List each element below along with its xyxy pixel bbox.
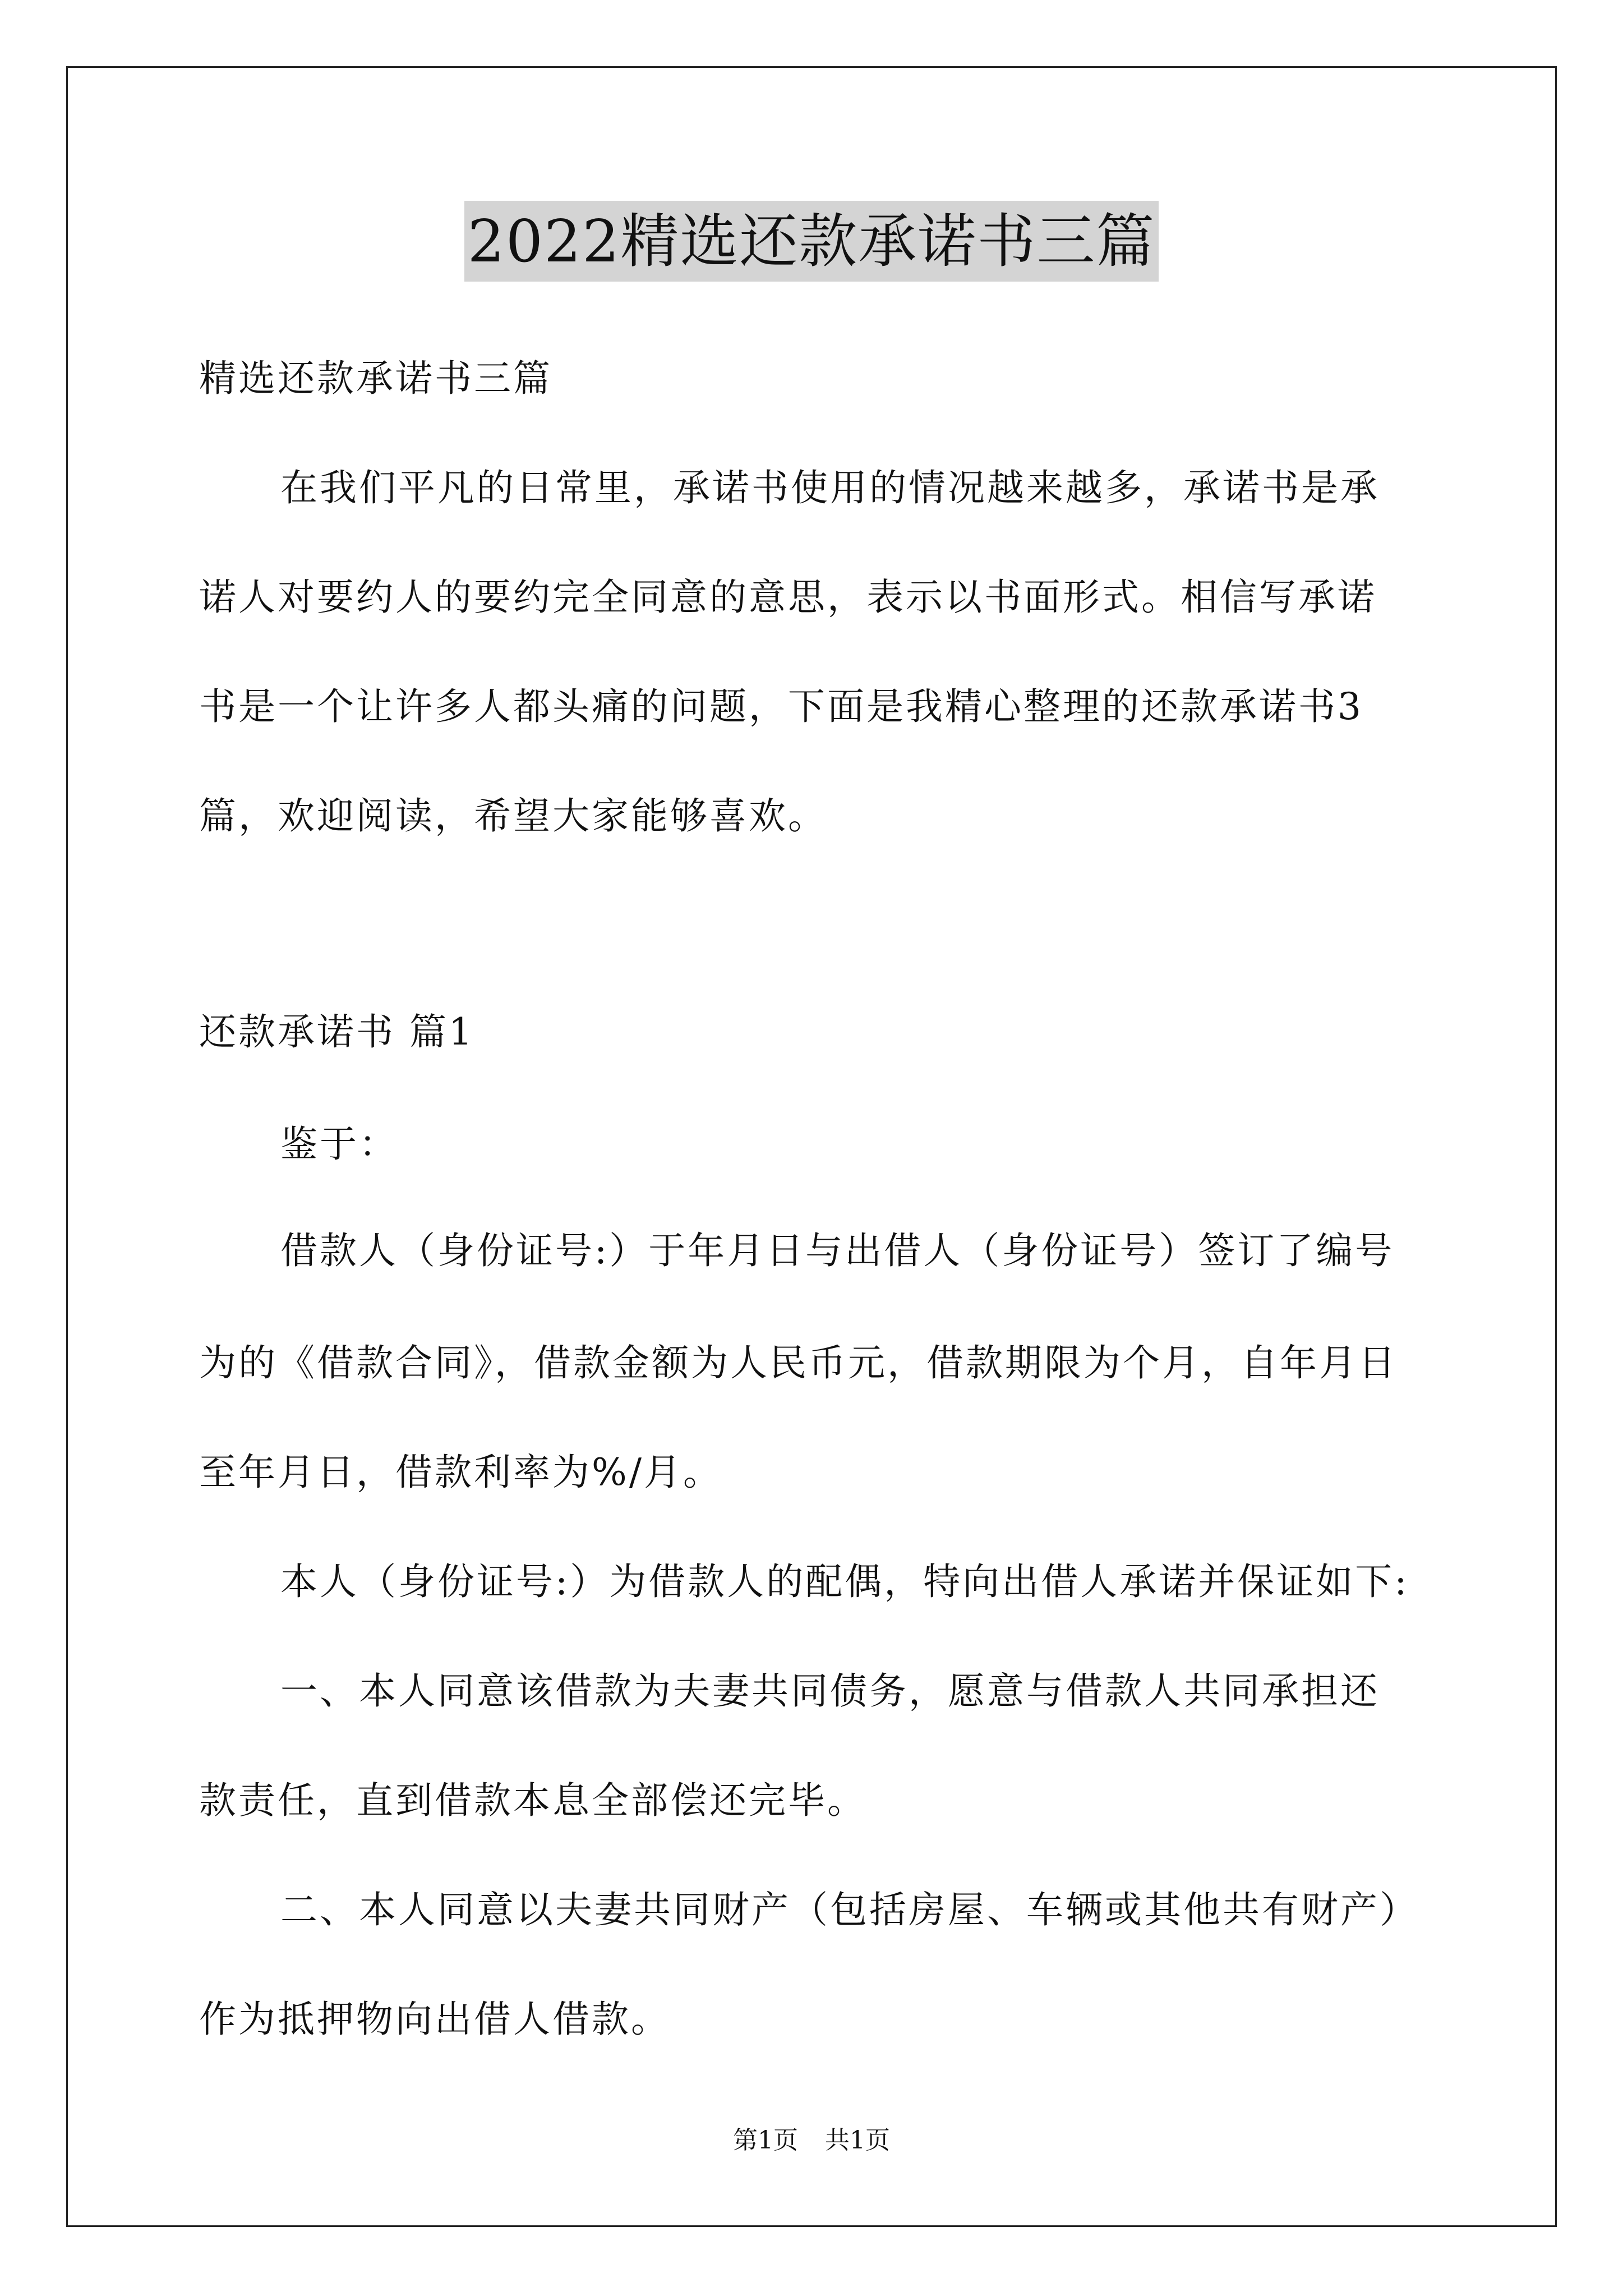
page-total: 共1页: [825, 2126, 890, 2155]
intro-line-4: 篇，欢迎阅读，希望大家能够喜欢。: [199, 794, 827, 838]
body-line-6: 一、本人同意该借款为夫妻共同债务，愿意与借款人共同承担还: [280, 1669, 1380, 1713]
page-footer: [0, 2125, 1623, 2156]
document-title: 2022精选还款承诺书三篇: [464, 201, 1159, 282]
body-line-1: 鉴于：: [280, 1122, 398, 1166]
body-line-2: 借款人（身份证号:）于年月日与出借人（身份证号）签订了编号: [280, 1229, 1395, 1272]
intro-line-3: 书是一个让许多人都头痛的问题，下面是我精心整理的还款承诺书3: [199, 685, 1363, 728]
title-container: [0, 201, 1623, 282]
body-line-9: 作为抵押物向出借人借款。: [199, 1998, 670, 2041]
body-line-8: 二、本人同意以夫妻共同财产（包括房屋、车辆或其他共有财产）: [280, 1888, 1419, 1931]
body-line-4: 至年月日，借款利率为%/月。: [199, 1451, 722, 1494]
document-subtitle: 精选还款承诺书三篇: [199, 357, 552, 400]
body-line-3: 为的《借款合同》，借款金额为人民币元，借款期限为个月，自年月日: [199, 1341, 1398, 1384]
page-number: 第1页: [733, 2126, 798, 2155]
body-line-7: 款责任，直到借款本息全部偿还完毕。: [199, 1779, 866, 1822]
section-heading: 还款承诺书 篇1: [199, 1010, 474, 1053]
intro-line-1: 在我们平凡的日常里，承诺书使用的情况越来越多，承诺书是承: [280, 466, 1380, 509]
intro-line-2: 诺人对要约人的要约完全同意的意思，表示以书面形式。相信写承诺: [199, 576, 1377, 619]
body-line-5: 本人（身份证号:）为借款人的配偶，特向出借人承诺并保证如下:: [280, 1560, 1409, 1603]
